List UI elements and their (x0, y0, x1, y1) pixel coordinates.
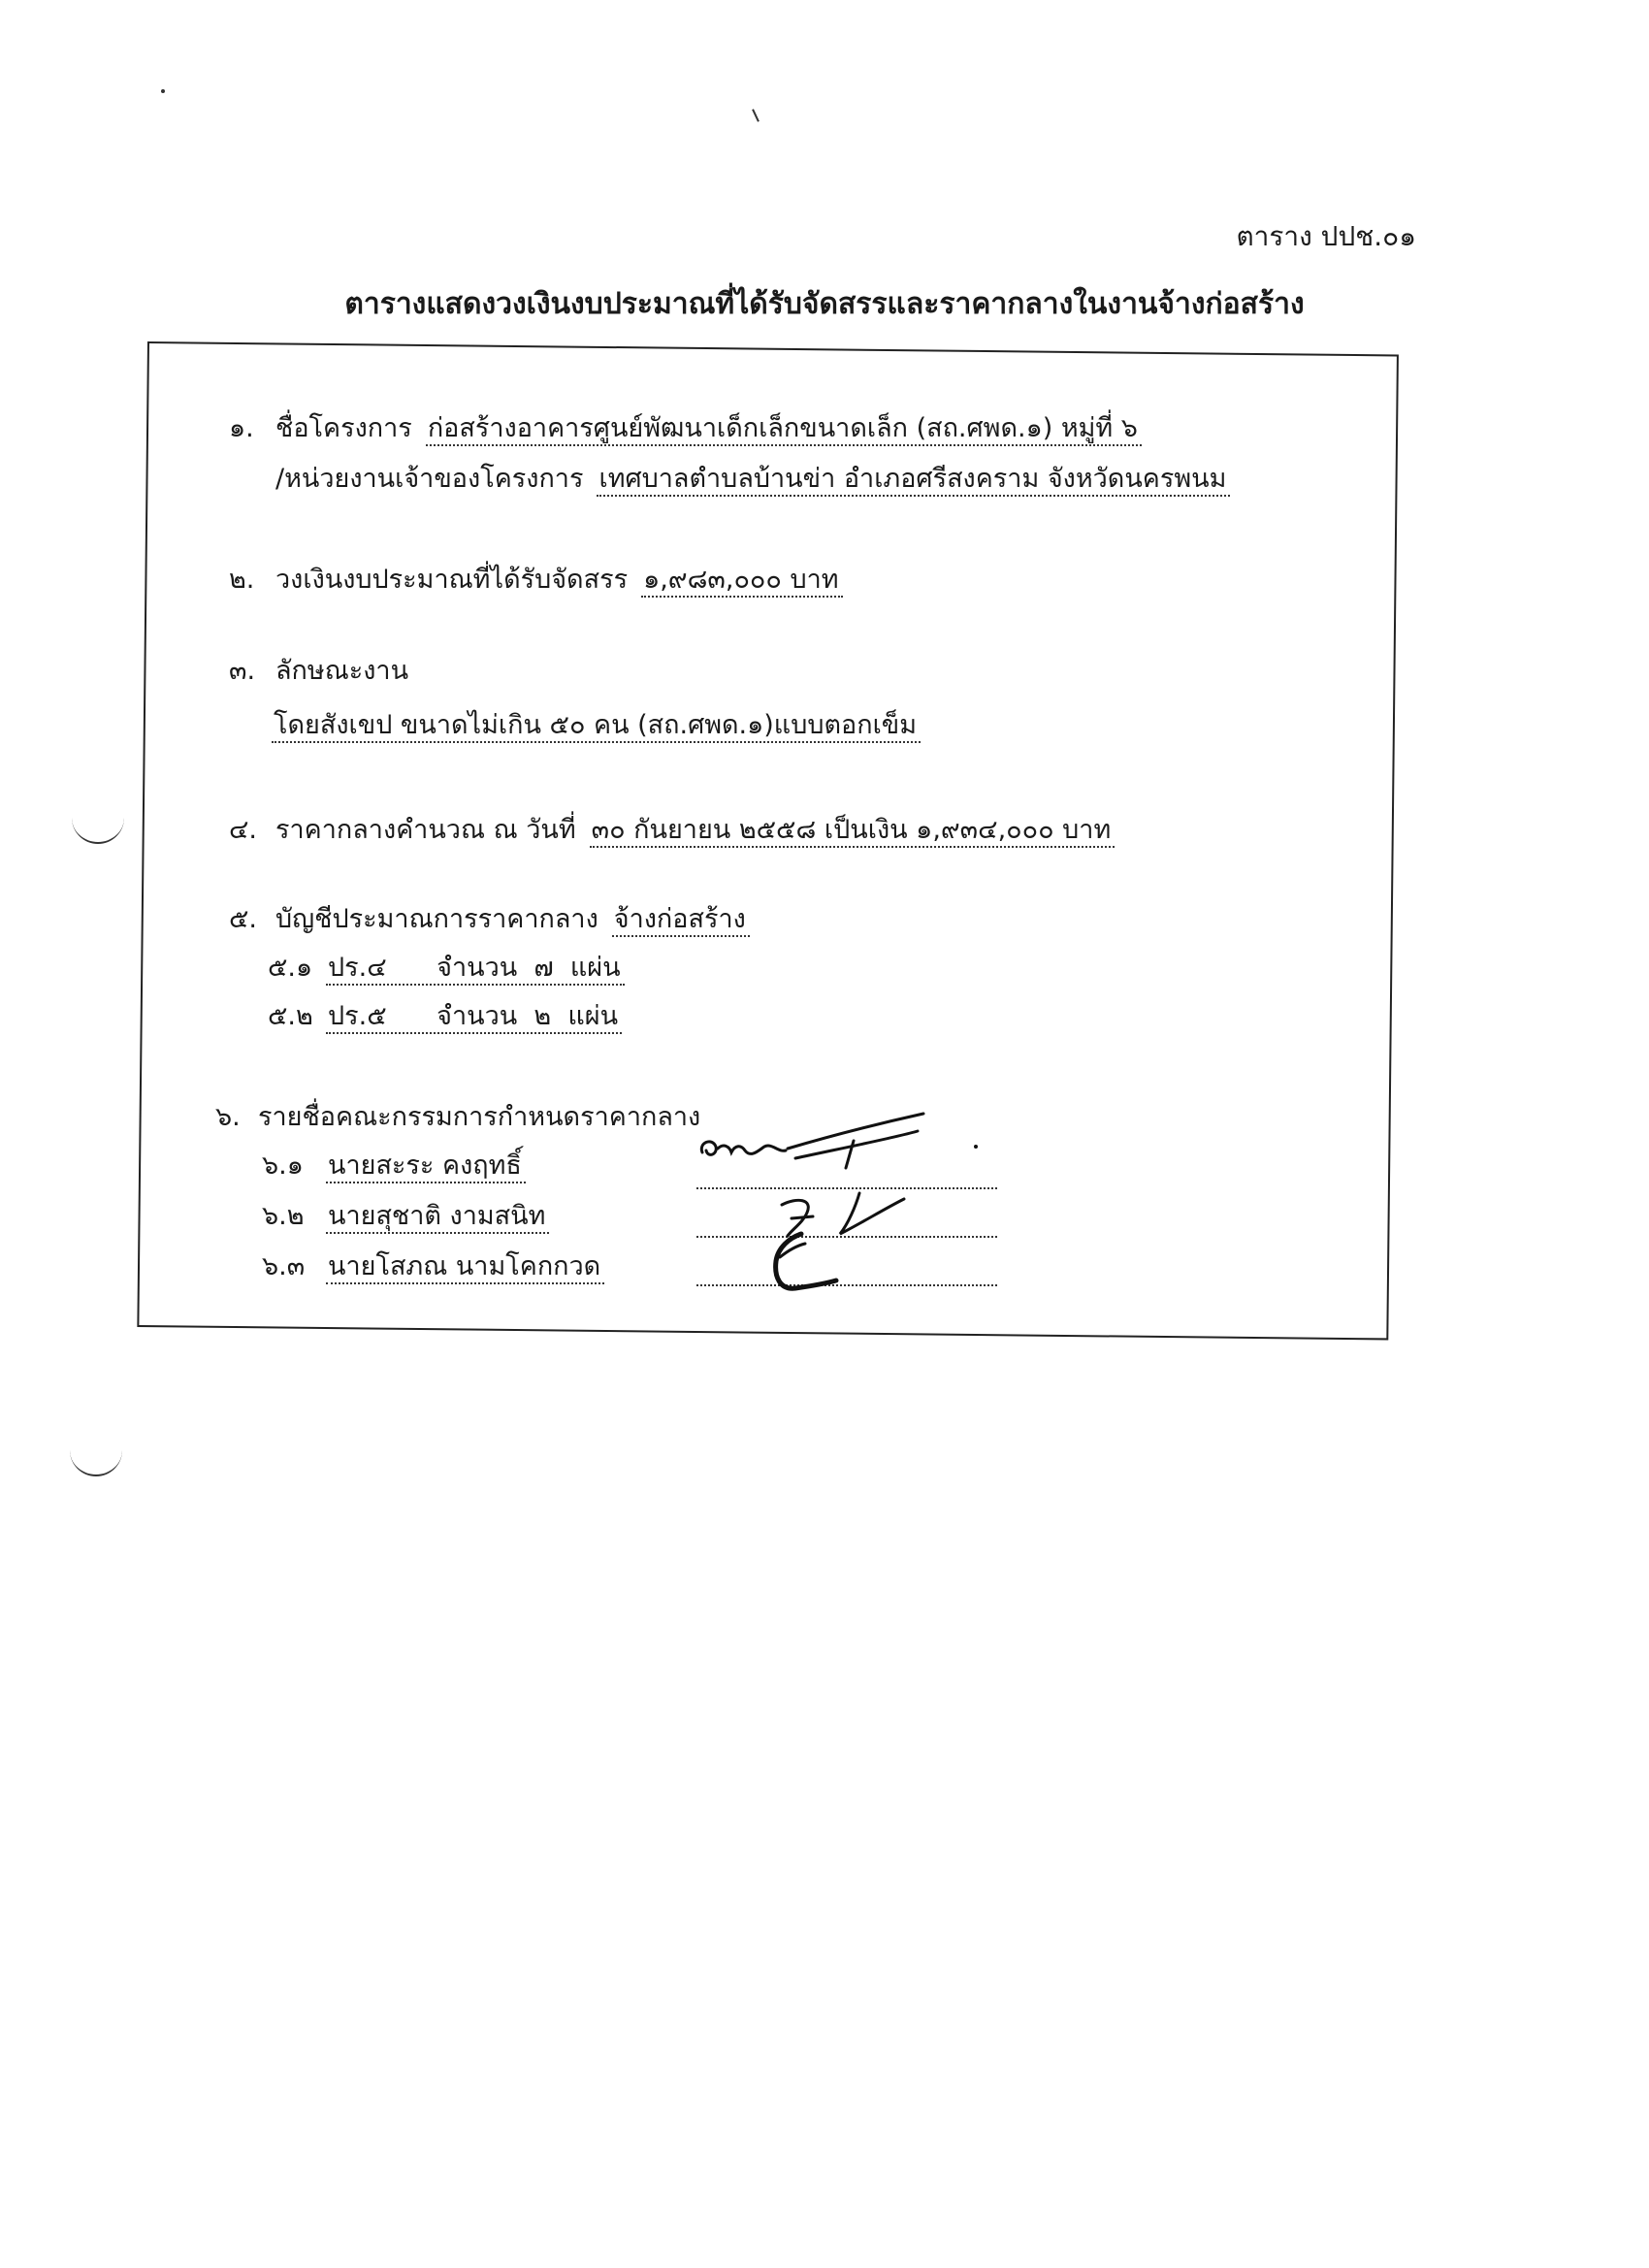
committee-member-row (262, 1149, 526, 1183)
member-name: นายสุชาติ งามสนิท (326, 1201, 549, 1234)
estimate-type-value: จ้างก่อสร้าง (612, 904, 750, 937)
item-6-row (215, 1100, 700, 1135)
item-label: ราคากลางคำนวณ ณ วันที่ (275, 815, 576, 845)
item-3-subrow (272, 708, 921, 743)
signature-1-icon (695, 1104, 1005, 1191)
member-name: นายโสภณ นามโคกกวด (326, 1251, 604, 1284)
item-5-row (229, 902, 750, 937)
sub-item-number: ๖.๒ (262, 1201, 305, 1231)
item-label: บัญชีประมาณการราคากลาง (275, 904, 598, 934)
project-name-value: ก่อสร้างอาคารศูนย์พัฒนาเด็กเล็กขนาดเล็ก (สถ.ศพด.๑) หมู่ที่ ๖ (426, 413, 1142, 446)
item-5-1-row (268, 951, 625, 986)
item-number: ๒. (229, 565, 255, 595)
item-number: ๕. (229, 904, 258, 934)
form-code: ตาราง ปปช.๐๑ (1236, 220, 1416, 252)
item-1-row (229, 411, 1142, 446)
punch-hole-mark (70, 1445, 122, 1476)
scan-speck (752, 109, 760, 122)
item-number: ๔. (229, 815, 258, 845)
item-label: รายชื่อคณะกรรมการกำหนดราคากลาง (258, 1102, 701, 1132)
estimate-form-value: ปร.๔ จำนวน ๗ แผ่น (326, 953, 625, 986)
item-3-row (229, 654, 408, 689)
sub-item-number: ๖.๑ (262, 1150, 304, 1181)
scan-speck (161, 89, 165, 93)
committee-member-row (262, 1249, 604, 1284)
document-title: ตารางแสดงวงเงินงบประมาณที่ได้รับจัดสรรและราคากลางในงานจ้างก่อสร้าง (344, 287, 1305, 321)
signature-3-icon (747, 1228, 863, 1306)
sub-item-number: ๖.๓ (262, 1251, 306, 1281)
punch-hole-mark (72, 813, 124, 844)
item-number: ๓. (229, 656, 256, 686)
sub-item-number: ๕.๒ (268, 1001, 313, 1031)
item-label: วงเงินงบประมาณที่ได้รับจัดสรร (275, 565, 629, 595)
work-description-value: โดยสังเขป ขนาดไม่เกิน ๕๐ คน (สถ.ศพด.๑)แบบตอกเข็ม (272, 710, 921, 743)
item-number: ๖. (215, 1102, 241, 1132)
item-label: /หน่วยงานเจ้าของโครงการ (275, 464, 584, 494)
committee-member-row (262, 1199, 549, 1234)
estimate-form-value: ปร.๕ จำนวน ๒ แผ่น (326, 1001, 622, 1034)
item-label: ชื่อโครงการ (275, 413, 412, 443)
item-number: ๑. (229, 413, 254, 443)
agency-value: เทศบาลตำบลบ้านข่า อำเภอศรีสงคราม จังหวัดนครพนม (597, 464, 1230, 497)
member-name: นายสะระ คงฤทธิ์ (326, 1150, 526, 1183)
item-2-row (229, 563, 843, 598)
item-4-row (229, 813, 1115, 848)
item-1-subrow (275, 462, 1230, 497)
item-label: ลักษณะงาน (275, 656, 409, 686)
budget-value: ๑,๙๘๓,๐๐๐ บาท (641, 565, 843, 598)
sub-item-number: ๕.๑ (268, 953, 313, 983)
median-price-value: ๓๐ กันยายน ๒๕๕๘ เป็นเงิน ๑,๙๓๔,๐๐๐ บาท (590, 815, 1116, 848)
item-5-2-row (268, 999, 622, 1034)
